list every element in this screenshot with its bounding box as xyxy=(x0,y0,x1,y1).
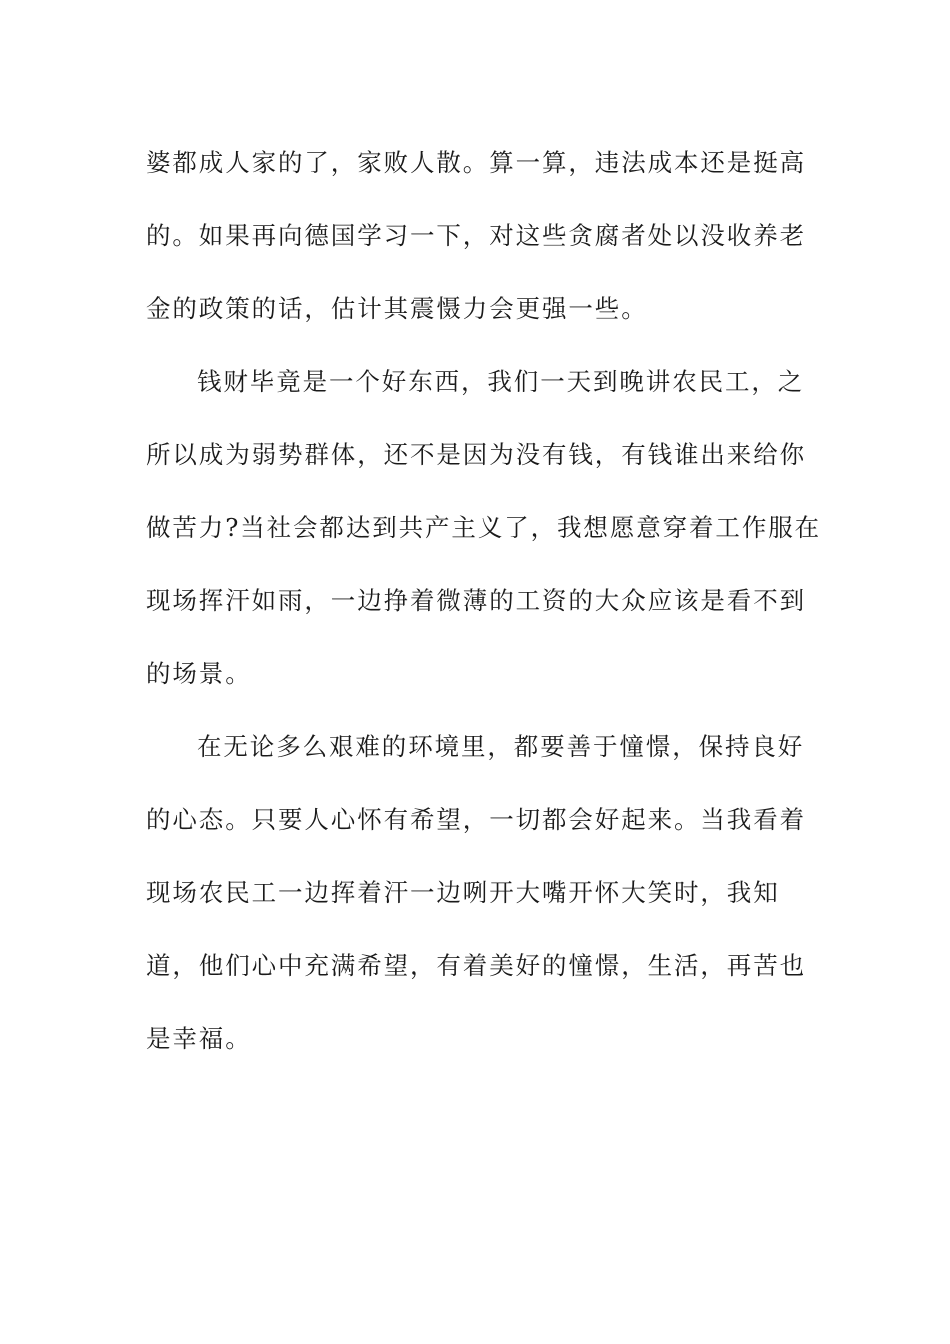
text-line: 道，他们心中充满希望，有着美好的憧憬，生活，再苦也 xyxy=(146,951,806,980)
text-line: 的场景。 xyxy=(146,659,252,688)
text-line: 婆都成人家的了，家败人散。算一算，违法成本还是挺高 xyxy=(146,148,806,177)
text-line: 现场农民工一边挥着汗一边咧开大嘴开怀大笑时，我知 xyxy=(146,878,780,907)
document-body xyxy=(146,126,822,1075)
text-line: 是幸福。 xyxy=(146,1024,252,1053)
paragraph-start-line: 钱财毕竟是一个好东西，我们一天到晚讲农民工，之 xyxy=(197,367,805,396)
text-line: 的心态。只要人心怀有希望，一切都会好起来。当我看着 xyxy=(146,805,806,834)
text-line: 的。如果再向德国学习一下，对这些贪腐者处以没收养老 xyxy=(146,221,806,250)
text-line: 所以成为弱势群体，还不是因为没有钱，有钱谁出来给你 xyxy=(146,440,806,469)
paragraph-start-line: 在无论多么艰难的环境里，都要善于憧憬，保持良好 xyxy=(197,732,805,761)
text-line: 金的政策的话，估计其震慑力会更强一些。 xyxy=(146,294,648,323)
text-line: 做苦力?当社会都达到共产主义了，我想愿意穿着工作服在 xyxy=(146,513,822,542)
text-line: 现场挥汗如雨，一边挣着微薄的工资的大众应该是看不到 xyxy=(146,586,806,615)
